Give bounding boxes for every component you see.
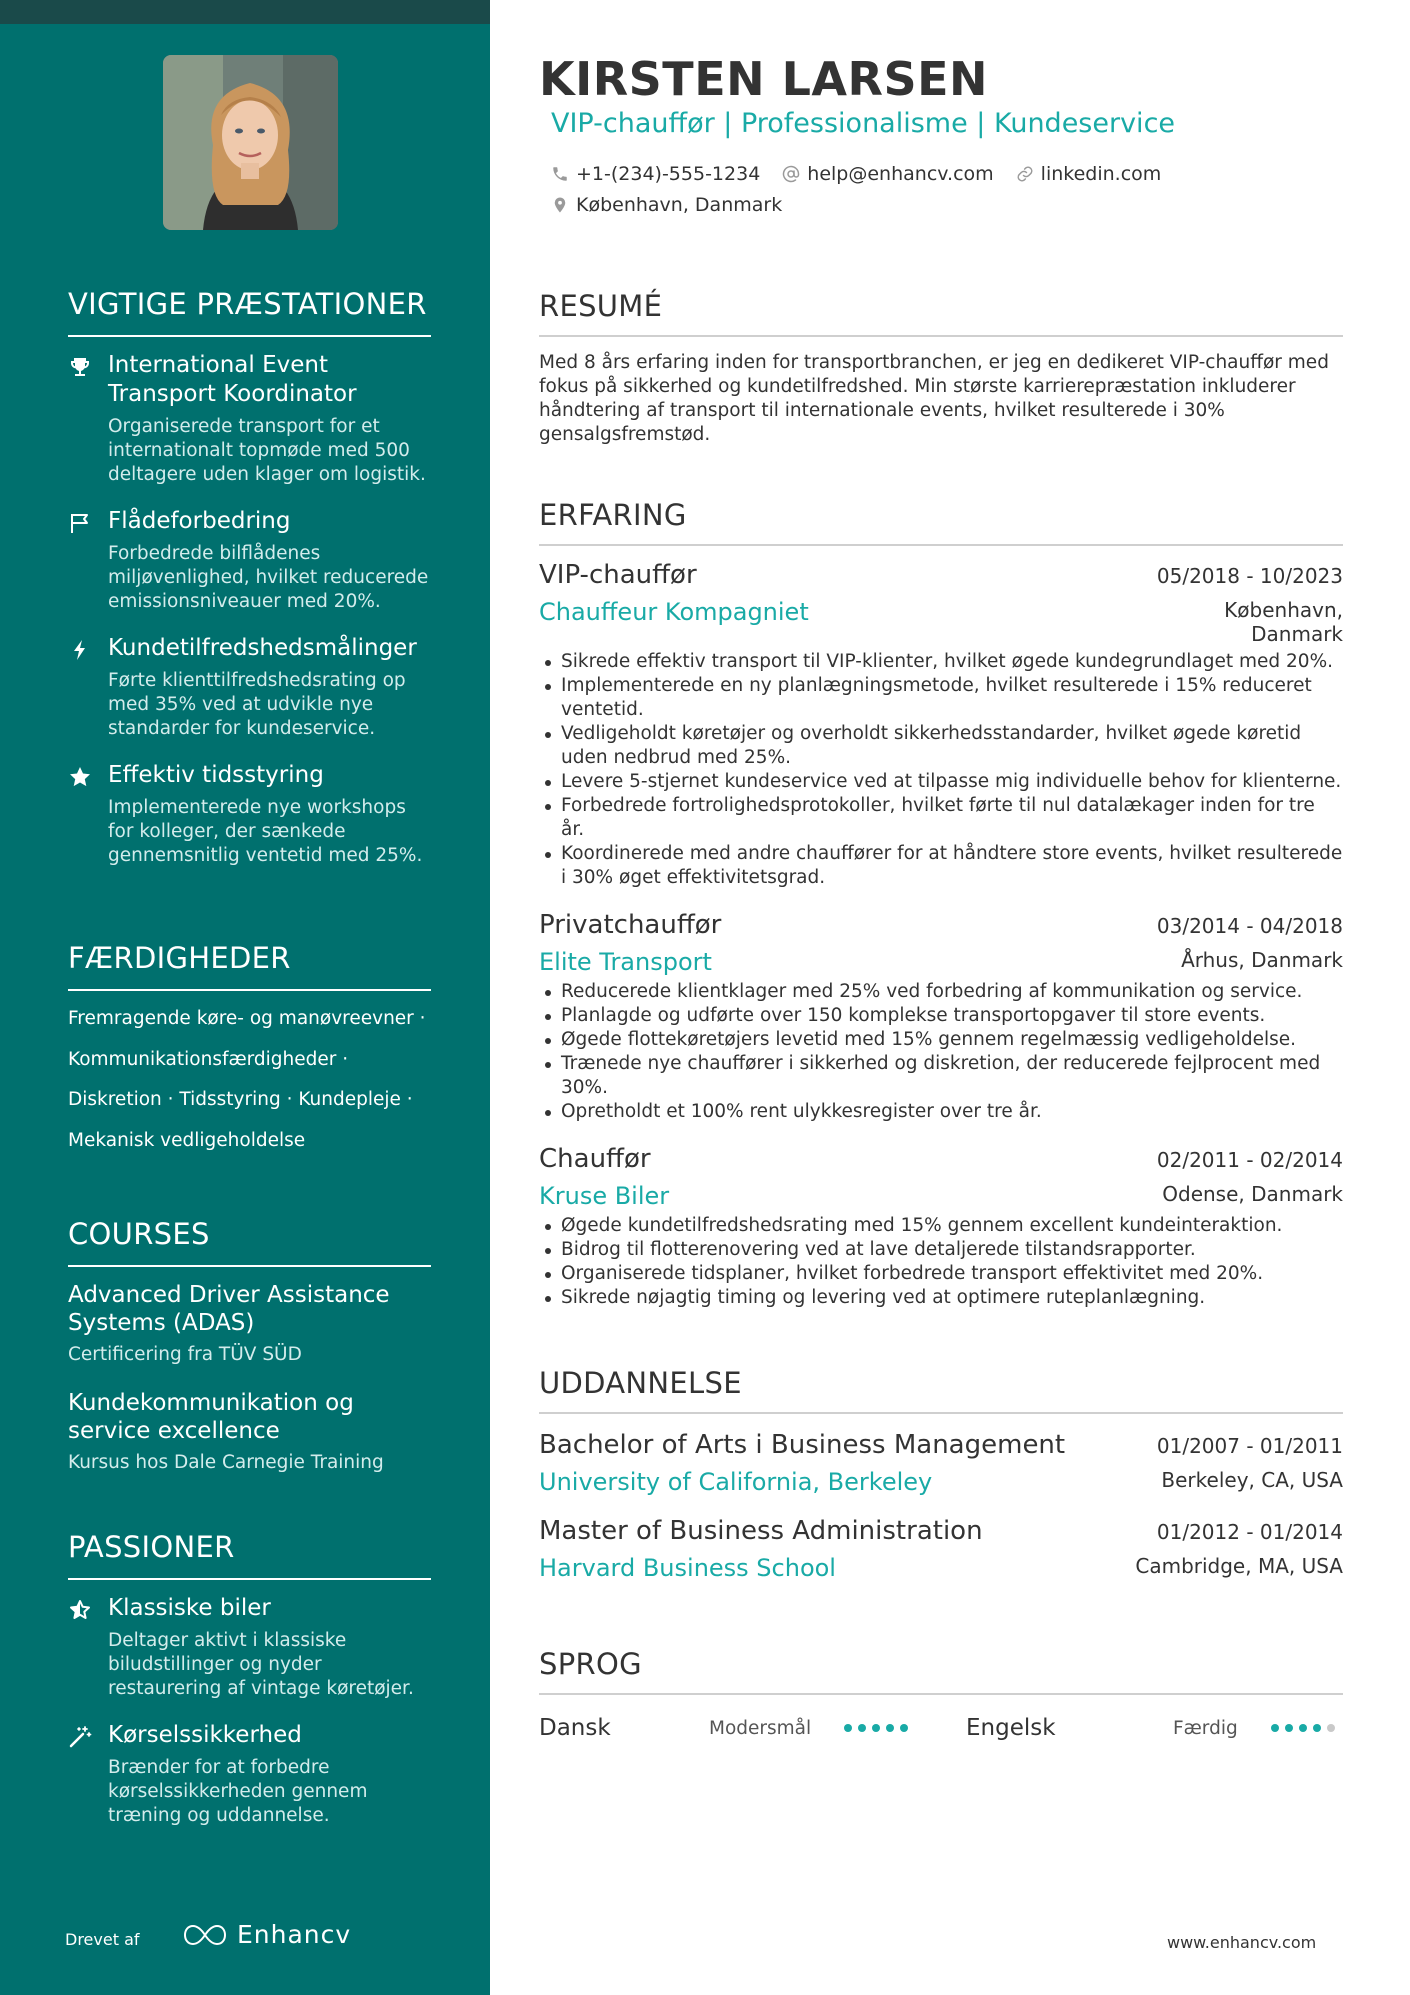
school-name: Harvard Business School (539, 1554, 836, 1582)
skills-title: FÆRDIGHEDER (68, 941, 431, 991)
trophy-icon (68, 351, 108, 487)
job-company: Kruse Biler (539, 1182, 670, 1210)
course-item (68, 1281, 431, 1367)
language-rating (1271, 1724, 1335, 1732)
achievement-title: Kundetilfredshedsmålinger (108, 635, 417, 661)
summary-text: Med 8 års erfaring inden for transportbranchen, er jeg en dedikeret VIP-chauffør med fokus på sikkerhed og kundetilfredshed. Min største karrierepræstation inkluderer håndtering af transport til internationale events, hvilket resulterede i 30% gensalgsfremstød. (539, 352, 1329, 445)
rating-dot (1271, 1724, 1279, 1732)
skill-line: Fremragende køre- og manøvreevner · (68, 1008, 426, 1029)
skills-list (68, 1005, 431, 1167)
achievement-desc: Organiserede transport for et internationalt topmøde med 500 deltagere uden klager om logistik. (108, 416, 426, 485)
skill-line: Diskretion · Tidsstyring · Kundepleje · (68, 1089, 413, 1110)
job-entry (539, 1144, 1343, 1310)
bullet-item: Sikrede nøjagtig timing og levering ved at optimere ruteplanlægning. (539, 1286, 1343, 1310)
course-provider: Kursus hos Dale Carnegie Training (68, 1452, 384, 1473)
rating-dot (900, 1724, 908, 1732)
course-title: Advanced Driver Assistance Systems (ADAS) (68, 1282, 390, 1336)
job-location: København, Danmark (1224, 598, 1343, 646)
email-contact[interactable] (782, 163, 993, 185)
sidebar-top-bar (0, 0, 490, 24)
location-contact (551, 194, 782, 216)
job-entry (539, 910, 1343, 1124)
job-bullets (539, 980, 1343, 1124)
school-location: Berkeley, CA, USA (1161, 1468, 1343, 1492)
achievement-title: Flådeforbedring (108, 508, 291, 534)
job-company: Chauffeur Kompagniet (539, 598, 809, 626)
rating-dot (858, 1724, 866, 1732)
passion-desc: Brænder for at forbedre kørselssikkerheden gennem træning og uddannelse. (108, 1757, 368, 1826)
course-provider: Certificering fra TÜV SÜD (68, 1344, 302, 1365)
profile-photo (163, 55, 338, 230)
languages-row (539, 1713, 1343, 1743)
rating-dot (886, 1724, 894, 1732)
course-title: Kundekommunikation og service excellence (68, 1390, 354, 1444)
email-text: help@enhancv.com (807, 162, 994, 185)
school-location: Cambridge, MA, USA (1135, 1554, 1343, 1578)
bullet-item: Koordinerede med andre chauffører for at håndtere store events, hvilket resulterede i 30% øget effektivitetsgrad. (539, 842, 1343, 890)
achievement-item (68, 507, 431, 614)
passion-title: Kørselssikkerhed (108, 1722, 302, 1748)
bullet-item: Forbedrede fortrolighedsprotokoller, hvilket førte til nul datalækager inden for tre år. (539, 794, 1343, 842)
job-entry (539, 560, 1343, 890)
education-entry (539, 1430, 1343, 1496)
bullet-item: Sikrede effektiv transport til VIP-klienter, hvilket øgede kundegrundlaget med 20%. (539, 650, 1343, 674)
tagline: VIP-chauffør | Professionalisme | Kundeservice (551, 108, 1176, 139)
summary-title: RESUMÉ (539, 289, 1343, 337)
achievement-item (68, 351, 431, 487)
at-icon (782, 165, 800, 183)
bullet-item: Bidrog til flotterenovering ved at lave detaljerede tilstandsrapporter. (539, 1238, 1343, 1262)
candidate-name: KIRSTEN LARSEN (539, 52, 989, 106)
infinity-logo-icon (183, 1923, 227, 1947)
languages-title: SPROG (539, 1647, 1343, 1695)
rating-dot (1285, 1724, 1293, 1732)
passions-section (68, 1530, 431, 1848)
rating-dot (844, 1724, 852, 1732)
job-bullets (539, 650, 1343, 890)
star-icon (68, 761, 108, 868)
job-title: Privatchauffør (539, 910, 722, 940)
school-name: University of California, Berkeley (539, 1468, 933, 1496)
flag-icon (68, 507, 108, 614)
language-level: Færdig (1173, 1717, 1238, 1739)
passion-item (68, 1594, 431, 1701)
achievements-section (68, 287, 431, 888)
footer-url[interactable]: www.enhancv.com (1167, 1933, 1317, 1952)
degree: Master of Business Administration (539, 1516, 983, 1546)
bullet-item: Implementerede en ny planlægningsmetode, hvilket resulterede i 15% reduceret ventetid. (539, 674, 1343, 722)
job-title: Chauffør (539, 1144, 651, 1174)
experience-title: ERFARING (539, 498, 1343, 546)
link-icon (1016, 165, 1034, 183)
rating-dot (1299, 1724, 1307, 1732)
courses-title: COURSES (68, 1217, 431, 1267)
achievements-title: VIGTIGE PRÆSTATIONER (68, 287, 431, 337)
job-dates: 02/2011 - 02/2014 (1156, 1148, 1343, 1172)
passion-title: Klassiske biler (108, 1595, 271, 1621)
lightning-icon (68, 634, 108, 741)
achievement-title: International Event Transport Koordinator (108, 352, 357, 407)
bullet-item: Øgede kundetilfredshedsrating med 15% gennem excellent kundeinteraktion. (539, 1214, 1343, 1238)
language-name: Dansk (539, 1715, 611, 1741)
experience-section (539, 498, 1343, 1310)
enhancv-logo[interactable] (183, 1920, 351, 1949)
language-rating (844, 1724, 966, 1732)
passions-title: PASSIONER (68, 1530, 431, 1580)
degree: Bachelor of Arts i Business Management (539, 1430, 1066, 1460)
bullet-item: Organiserede tidsplaner, hvilket forbedrede transport effektivitet med 20%. (539, 1262, 1343, 1286)
brand-name: Enhancv (237, 1920, 352, 1949)
bullet-item: Øgede flottekøretøjers levetid med 15% gennem regelmæssig vedligeholdelse. (539, 1028, 1343, 1052)
job-company: Elite Transport (539, 948, 712, 976)
courses-section (68, 1217, 431, 1497)
passion-item (68, 1721, 431, 1828)
bullet-item: Reducerede klientklager med 25% ved forbedring af kommunikation og service. (539, 980, 1343, 1004)
achievement-title: Effektiv tidsstyring (108, 762, 324, 788)
contact-info (551, 158, 1161, 220)
bullet-item: Planlagde og udførte over 150 komplekse transportopgaver til store events. (539, 1004, 1343, 1028)
language-level: Modersmål (709, 1717, 812, 1739)
achievement-desc: Forbedrede bilflådenes miljøvenlighed, hvilket reducerede emissionsniveauer med 20%. (108, 543, 429, 612)
bullet-item: Trænede nye chauffører i sikkerhed og diskretion, der reducerede fejlprocent med 30%. (539, 1052, 1343, 1100)
powered-by-label: Drevet af (65, 1930, 140, 1949)
phone-icon (551, 165, 569, 183)
magic-wand-icon (68, 1721, 108, 1828)
summary-section (539, 289, 1343, 447)
job-dates: 05/2018 - 10/2023 (1156, 564, 1343, 588)
achievement-item (68, 634, 431, 741)
achievement-desc: Førte klienttilfredshedsrating op med 35% ved at udvikle nye standarder for kundeservice. (108, 670, 406, 739)
achievement-item (68, 761, 431, 868)
bullet-item: Levere 5-stjernet kundeservice ved at tilpasse mig individuelle behov for klienterne. (539, 770, 1343, 794)
rating-dot (1327, 1724, 1335, 1732)
linkedin-contact[interactable] (1016, 163, 1162, 185)
job-location: Århus, Danmark (1181, 948, 1343, 972)
rating-dot (872, 1724, 880, 1732)
education-dates: 01/2007 - 01/2011 (1156, 1434, 1343, 1458)
education-section (539, 1366, 1343, 1582)
location-pin-icon (551, 196, 569, 214)
achievement-desc: Implementerede nye workshops for kolleger, der sænkede gennemsnitlig ventetid med 25%. (108, 797, 423, 866)
education-title: UDDANNELSE (539, 1366, 1343, 1414)
sidebar (0, 0, 490, 1995)
job-bullets (539, 1214, 1343, 1310)
bullet-item: Opretholdt et 100% rent ulykkesregister over tre år. (539, 1100, 1343, 1124)
language-name: Engelsk (966, 1715, 1056, 1741)
job-title: VIP-chauffør (539, 560, 697, 590)
job-dates: 03/2014 - 04/2018 (1156, 914, 1343, 938)
job-location: Odense, Danmark (1162, 1182, 1343, 1206)
phone-text: +1-(234)-555-1234 (576, 162, 761, 185)
skill-line: Mekanisk vedligeholdelse (68, 1129, 306, 1151)
location-text: København, Danmark (576, 193, 783, 216)
skill-line: Kommunikationsfærdigheder · (68, 1048, 349, 1070)
skills-section (68, 941, 431, 1167)
phone-contact[interactable] (551, 163, 760, 185)
linkedin-text: linkedin.com (1040, 162, 1162, 185)
passion-desc: Deltager aktivt i klassiske biludstillinger og nyder restaurering af vintage køretøjer. (108, 1630, 414, 1699)
course-item (68, 1389, 431, 1475)
education-entry (539, 1516, 1343, 1582)
education-dates: 01/2012 - 01/2014 (1156, 1520, 1343, 1544)
languages-section (539, 1647, 1343, 1743)
star-outline-icon (68, 1594, 108, 1701)
bullet-item: Vedligeholdt køretøjer og overholdt sikkerhedsstandarder, hvilket øgede køretid uden nedbrud med 25%. (539, 722, 1343, 770)
rating-dot (1313, 1724, 1321, 1732)
